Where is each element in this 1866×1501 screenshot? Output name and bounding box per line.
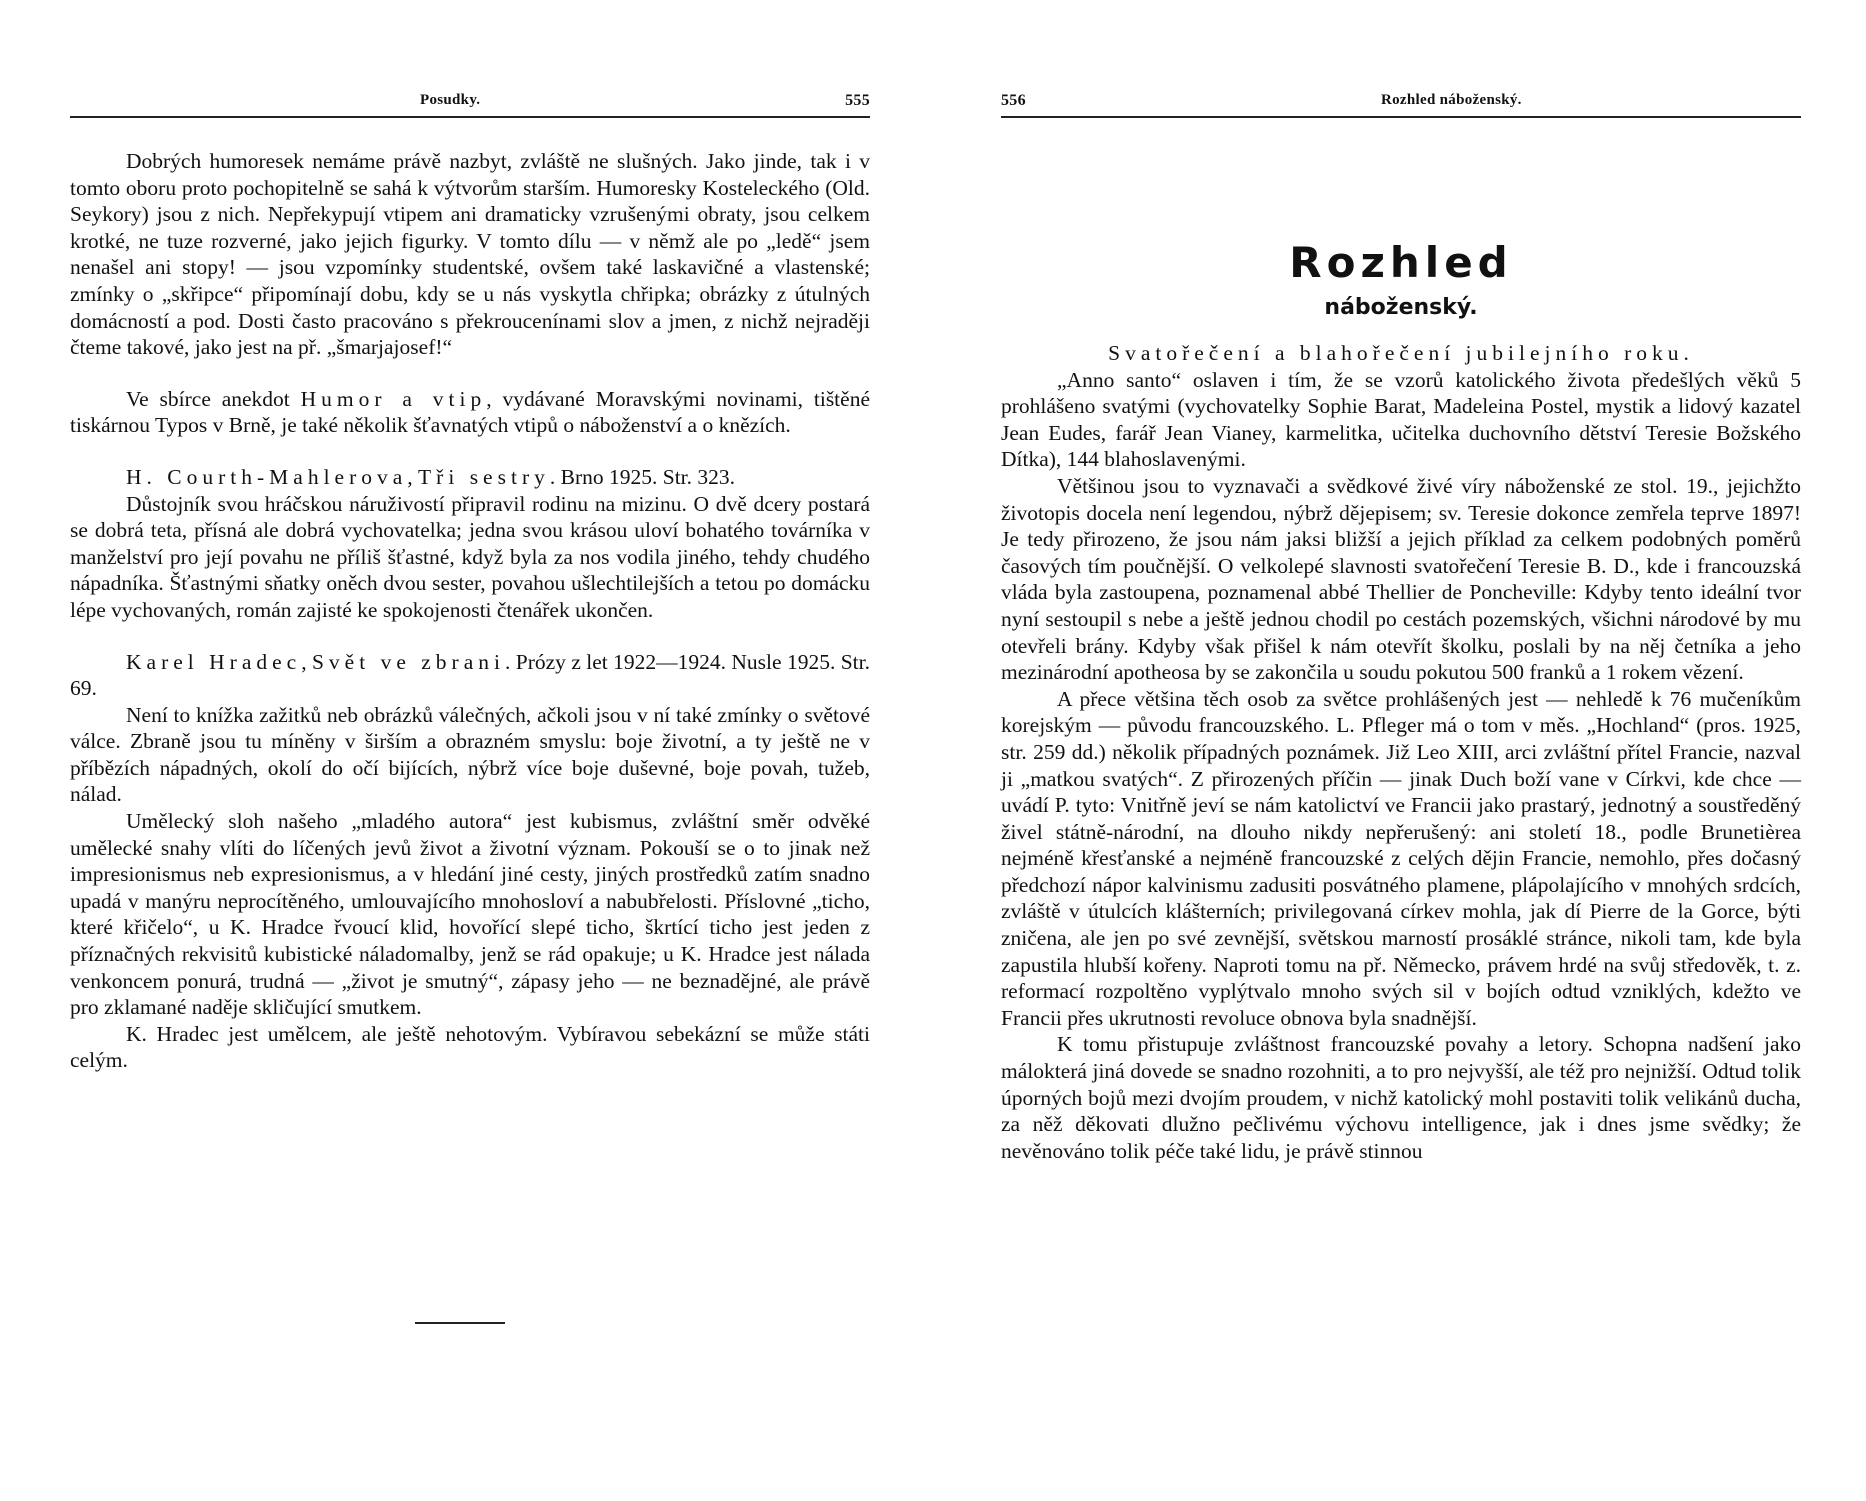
right-column (1001, 340, 1801, 1164)
humor-paragraph: Ve sbírce anekdot Humor a vtip, vydávané Moravskými novinami, tištěné tiskárnou Typos v Brně, je také několik šťavnatých vtipů o náboženství a o knězích. (70, 386, 870, 438)
review2-title: Svět ve zbrani (311, 649, 505, 674)
review1-title: Tři sestry (418, 464, 550, 489)
running-title: Rozhled náboženský. (1381, 92, 1522, 108)
section-subheading: náboženský. (1324, 295, 1478, 320)
page-number: 556 (1001, 92, 1026, 109)
section-heading: Rozhled (1289, 238, 1513, 287)
intro-paragraph: Dobrých humoresek nemáme právě nazbyt, zvláště ne slušných. Jako jinde, tak i v tomto oboru proto pochopitelně se sahá k výtvorům starším. Humoresky Kosteleckého (Old. Seykory) jsou z nich. Nepřekypují vtipem ani dramaticky vzrušenými obraty, jsou celkem krotké, ne tuze rozverné, jako jejich figurky. V tomto dílu — v němž ale po „ledě“ jsem nenašel ani stopy! — jsou vzpomínky studentské, ovšem také laskavičné a vlastenské; zmínky o „skřipce“ připomínají dobu, kdy se u nás vyskytla chřipka; obrázky z útulných domácností a pod. Dosti často pracováno s překroucenínami slov a jmen, z nichž nejraději čteme takové, jako jest na př. „šmarjajosef!“ (70, 149, 870, 360)
running-head (1001, 92, 1801, 116)
header-rule (1001, 116, 1801, 118)
review2-citation: Karel Hradec, Svět ve zbrani. Prózy z let 1922—1924. Nusle 1925. Str. 69. (70, 649, 870, 701)
article-title: Svatořečení a blahořečení jubilejního roku. (1108, 341, 1694, 365)
page-number: 555 (845, 92, 870, 109)
left-column (70, 148, 870, 1074)
review1-text: Důstojník svou hráčskou náruživostí připravil rodinu na mizinu. O dvě dcery postará se dobrá teta, přísná ale dobrá vychovatelka; jedna svou krásou uloví bohatého továrníka v manželství pro její povahu ne příliš šťastné, když byla za nos vodila jiného, tehdy chudého nápadníka. Šťastnými sňatky oněch dvou sester, povahou ušlechtilejších a tetou po domácku lépe vychovaných, román zajisté ke spokojenosti čtenářek ukončen. (70, 491, 870, 622)
header-rule (70, 116, 870, 118)
review2-paragraph-2: Umělecký sloh našeho „mladého autora“ jest kubismus, zvláštní směr odvěké umělecké snahy vlíti do líčených jevů život a životní význam. Pokouší se o to jinak než impresionismus neb expresionismus, a v hledání jiné cesty, jiných prostředků zatím snadno upadá v manýru neprocítěného, umlouvajícího mnohosloví a nabubřelosti. Příslovné „ticho, které křičelo“, u K. Hradce řvoucí klid, hovořící slepé ticho, škrtící ticho jest jeden z příznačných rekvisitů kubistické náladomalby, jenž se rád opakuje; u K. Hradce jest nálada venkoncem ponurá, trudná — „život je smutný“, zápasy jeho — ne beznadějné, ale právě pro zklamané naděje skličující smutkem. (70, 809, 870, 1020)
review1-citation: H. Courth-Mahlerova, Tři sestry. Brno 1925. Str. 323. (126, 464, 736, 489)
section-end-rule (415, 1322, 505, 1324)
review2-paragraph-1: Není to knížka zažitků neb obrázků válečných, ačkoli jsou v ní také zmínky o světové válce. Zbraně jsou tu míněny v širším a obrazném smyslu: boje životní, a ty ještě ne v příbězích nápadných, okolí do očí bijících, nýbrž více boje duševné, boje povah, tužeb, nálad. (70, 702, 870, 807)
running-title: Posudky. (420, 92, 481, 108)
right-paragraph-4: K tomu přistupuje zvláštnost francouzské povahy a letory. Schopna nadšení jako málokterá jiná dovede se snadno rozohniti, a to pro nejvyšší, ale též pro nejnižší. Odtud tolik úporných bojů mezi dvojím proudem, v nichž katolický mohl postaviti tolik velikánů ducha, za něž děkovati dlužno pečlivému výchovu intelligence, jak i dnes jsme svědky; že nevěnováno tolik péče také lidu, je právě stinnou (1001, 1032, 1801, 1163)
review2-paragraph-3: K. Hradec jest umělcem, ale ještě nehotovým. Vybíravou sebekázní se může státi celým. (70, 1021, 870, 1073)
right-paragraph-2: Většinou jsou to vyznavači a svědkové živé víry náboženské ze stol. 19., jejichžto životopis docela není legendou, nýbrž dějepisem; sv. Teresie dokonce zemřela teprve 1897! Je tedy přirozeno, že jsou nám jaksi bližší a jejich příklad za celkem podobných poměrů časových tím poučnější. O velkolepé slavnosti svatořečení Teresie B. D., kde i francouzská vláda byla zastoupena, poznamenal abbé Thellier de Poncheville: Kdyby tento ideální tvor nyní sestoupil s nebe a ještě jednou chodil po cestách pozemských, všichni národové by mu otevřeli brány. Kdyby však přišel k nám otevřít školku, poslali by na něj četníka a jeho mezinárodní apotheosa by se zakončila u soudu pokutou 500 franků a 1 rokem vězení. (1001, 473, 1801, 685)
right-paragraph-3: A přece většina těch osob za světce prohlášených jest — nehledě k 76 mučeníkům korejským — původu francouzského. L. Pfleger má o tom v měs. „Hochland“ (pros. 1925, str. 259 dd.) několik případných poznámek. Již Leo XIII, arci zvláštní přítel Francie, nazval ji „matkou svatých“. Z přirozených příčin — jinak Duch boží vane v Církvi, kde chce — uvádí P. tyto: Vnitřně jeví se nám katolictví ve Francii jako prastarý, jednotný a soustředěný živel státně-národní, na dlouho nikdy nepřerušený: ani století 18., podle Brunetièrea nejméně křesťanské a nejméně francouzské z celých dějin Francie, nemohlo, přes dočasný předchozí nápor kalvinismu zadusiti posvátného plamene, plápolajícího v mnohých srdcích, zvláště v útulcích klášterních; privilegovaná církev mohla, jak dí Pierre de la Gorce, býti zničena, ale jen po své zevnější, světskou marností prosáklé stránce, nikoli tam, kde byla zapustila hlubší kořeny. Naproti tomu na př. Německo, právem hrdé na svůj středověk, t. z. reformací rozpoltěno vyplýtvalo mnoho svých sil v bojích odtud vzniklých, kdežto ve Francii přes ukrutnosti revoluce obnova byla snadnější. (1001, 686, 1801, 1030)
review2-author: Karel Hradec (126, 649, 302, 674)
review1-author: H. Courth-Mahlerova (126, 464, 408, 489)
running-head (70, 92, 870, 116)
right-page (933, 0, 1866, 1501)
right-paragraph-1: „Anno santo“ oslaven i tím, že se vzorů katolického života předešlých věků 5 prohlášeno svatými (vychovatelky Sophie Barat, Madeleina Postel, mystik a lidový kazatel Jean Eudes, farář Jean Vianey, karmelitka, učitelka duchovního dětství Teresie Božského Dítka), 144 blahoslavenými. (1001, 367, 1801, 472)
humor-title: Humor a vtip (300, 386, 487, 411)
